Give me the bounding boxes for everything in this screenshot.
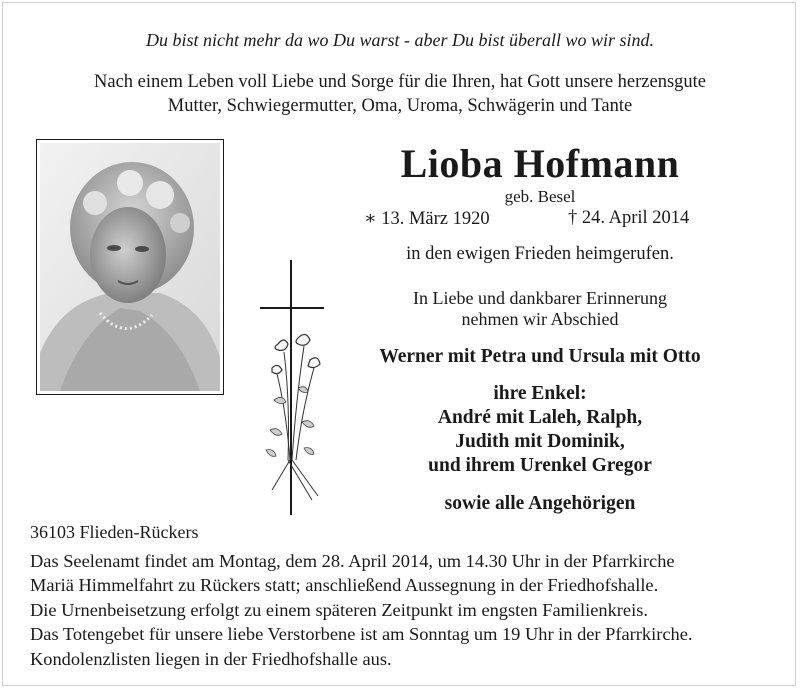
intro-text <box>40 70 760 118</box>
place-line: 36103 Flieden-Rückers <box>30 522 199 542</box>
portrait-image <box>40 143 220 391</box>
peace-text: in den ewigen Frieden heimgerufen. <box>406 244 674 264</box>
intro-line: Nach einem Leben voll Liebe und Sorge für die Ihren, hat Gott unsere herzensgute <box>94 72 706 92</box>
notice-line: Das Seelenamt findet am Montag, dem 28. April 2014, um 14.30 Uhr in der Pfarrkirche <box>30 551 675 571</box>
deceased-name: Lioba Hofmann <box>400 141 680 186</box>
remembrance-text <box>340 288 740 330</box>
relatives-line: sowie alle Angehörigen <box>444 493 636 514</box>
notice-line: Das Totengebet für unsere liebe Verstorbene ist am Sonntag um 19 Uhr in der Pfarrkirche. <box>30 624 693 645</box>
intro-line: Mutter, Schwiegermutter, Oma, Uroma, Schwägerin und Tante <box>167 96 633 116</box>
grandchildren-block <box>320 382 760 478</box>
grandchildren-heading: ihre Enkel: <box>493 383 587 404</box>
remembrance-line: nehmen wir Abschied <box>461 309 619 329</box>
service-notice <box>30 549 772 671</box>
birth-date: ∗ 13. März 1920 <box>364 209 490 229</box>
notice-line: Die Urnenbeisetzung erfolgt zu einem späteren Zeitpunkt im engsten Familienkreis. <box>30 599 648 620</box>
maiden-name: geb. Besel <box>504 187 576 206</box>
grandchildren-line: Judith mit Dominik, <box>455 431 625 452</box>
portrait-photo <box>36 139 224 395</box>
grandchildren-line: André mit Laleh, Ralph, <box>437 407 643 428</box>
remembrance-line: In Liebe und dankbarer Erinnerung <box>413 288 667 308</box>
motto-quote: Du bist nicht mehr da wo Du warst - aber Du bist überall wo wir sind. <box>145 30 655 50</box>
children-names: Werner mit Petra und Ursula mit Otto <box>379 346 701 367</box>
grandchildren-line: und ihrem Urenkel Gregor <box>428 455 652 476</box>
death-date: † 24. April 2014 <box>568 208 690 228</box>
notice-line: Mariä Himmelfahrt zu Rückers statt; anschließend Aussegnung in der Friedhofshalle. <box>30 575 659 596</box>
notice-line: Kondolenzlisten liegen in der Friedhofshalle aus. <box>30 648 392 669</box>
